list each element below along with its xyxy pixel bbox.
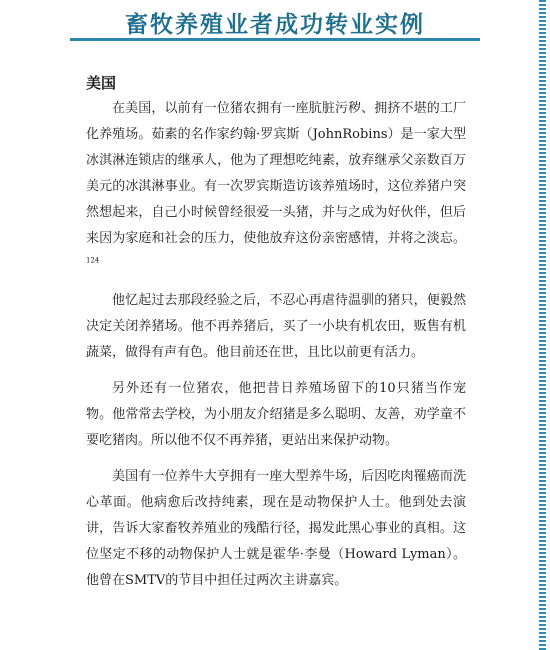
- title-underline: [70, 38, 480, 41]
- paragraph-3: 另外还有一位猪农，他把昔日养殖场留下的10只猪当作宠物。他常常去学校，为小朋友介绍猪是多么聪明、友善，劝学童不要吃猪肉。所以他不仅不再养猪，更站出来保护动物。: [86, 381, 466, 448]
- article-body: [86, 96, 466, 604]
- footnote-ref: 124: [86, 256, 100, 265]
- paragraph-1: [86, 96, 466, 278]
- paragraph-1-text: 在美国，以前有一位猪农拥有一座肮脏污秽、拥挤不堪的工厂化养殖场。茹素的名作家约翰·罗宾斯（JohnRobins）是一家大型冰淇淋连锁店的继承人，他为了理想吃纯素，放弃继承父亲数百万美元的冰淇淋事业。有一次罗宾斯造访该养殖场时，这位养猪户突然想起来，自己小时候曾经很爱一头猪，并与之成为好伙伴，但后来因为家庭和社会的压力，使他放弃这份亲密感情，并将之淡忘。: [86, 101, 466, 246]
- paragraph-4: 美国有一位养牛大亨拥有一座大型养牛场，后因吃肉罹癌而洗心革面。他病愈后改持纯素，现在是动物保护人士。他到处去演讲，告诉大家畜牧养殖业的残酷行径，揭发此黑心事业的真相。这位坚定不移的动物保护人士就是霍华·李曼（Howard Lyman）。他曾在SMTV的节目中担任过两次主讲嘉宾。: [86, 469, 466, 588]
- page-title: 畜牧养殖业者成功转业实例: [125, 12, 425, 38]
- page-edge-border: [539, 0, 546, 650]
- section-heading: 美国: [86, 74, 117, 92]
- paragraph-2: 他忆起过去那段经验之后，不忍心再虐待温驯的猪只，便毅然决定关闭养猪场。他不再养猪后，买了一小块有机农田，贩售有机蔬菜，做得有声有色。他目前还在世，且比以前更有活力。: [86, 293, 466, 360]
